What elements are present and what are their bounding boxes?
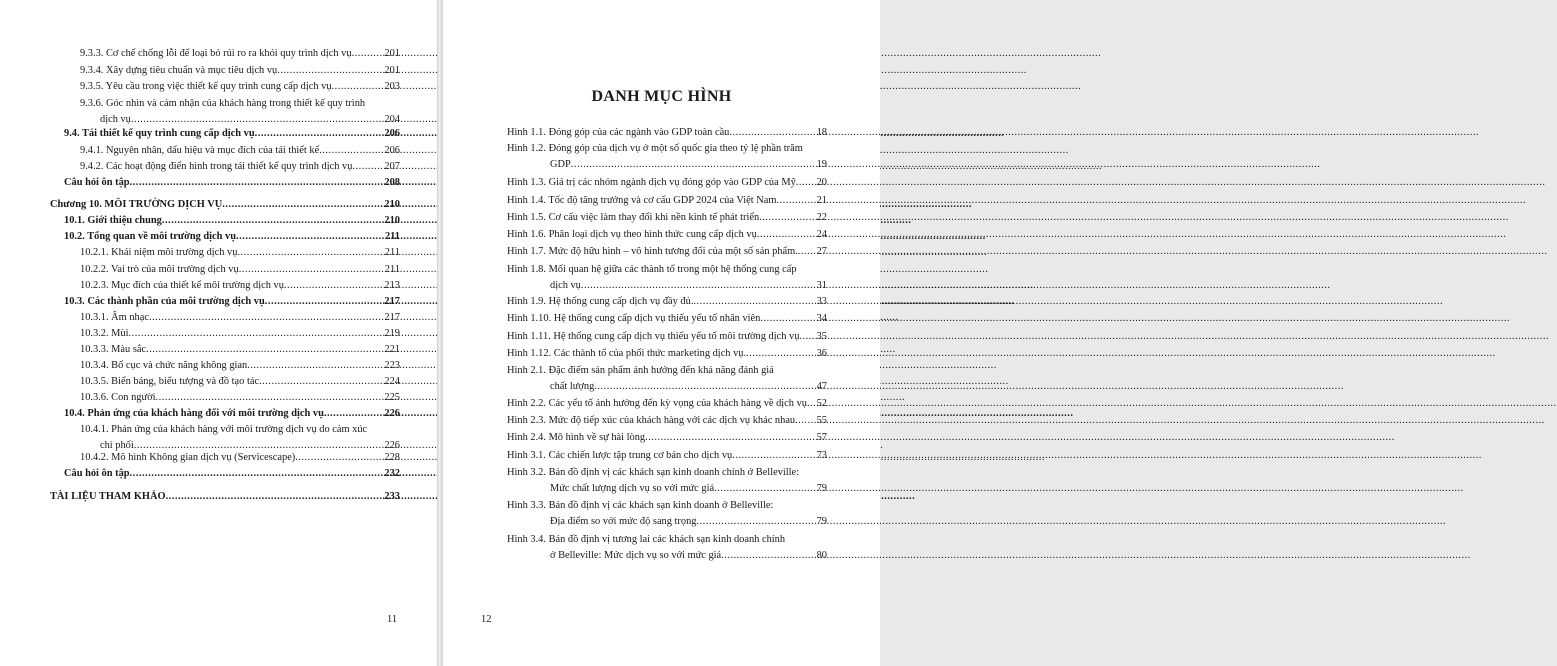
figure-entry-page: 34 [816,313,827,324]
toc-entry-text: Chương 10. MÔI TRƯỜNG DỊCH VỤ [50,199,223,210]
toc-entry-page: 203 [384,81,400,92]
toc-entry-text: 10.4.1. Phản ứng của khách hàng với môi trường dịch vụ do cảm xúc [80,424,368,435]
figure-entry-page: 22 [816,212,827,223]
toc-entry[interactable] [80,359,400,372]
toc-entry[interactable] [80,423,400,452]
figure-entry[interactable] [507,245,827,258]
toc-entry-page: 201 [384,48,400,59]
figure-entry[interactable] [507,347,827,360]
toc-entry[interactable] [80,97,400,126]
toc-entry-text: Câu hỏi ôn tập [64,177,130,188]
figure-entry[interactable] [507,431,827,444]
figure-entry-page: 35 [816,331,827,342]
toc-entry-text: 10.4. Phản ứng của khách hàng đối với môi trường dịch vụ [64,408,324,419]
toc-entry-page: 226 [384,408,400,419]
figure-entry[interactable] [507,330,827,343]
toc-entry-page: 223 [384,360,400,371]
figure-entry-text: Hình 1.12. Các thành tố của phối thức marketing dịch vụ. [507,348,747,359]
toc-entry-text: 10.2. Tổng quan về môi trường dịch vụ [64,231,237,242]
figure-entry[interactable] [507,142,827,171]
toc-entry[interactable] [80,144,400,157]
figure-entry-page: 18 [816,127,827,138]
figure-entry-page: 27 [816,246,827,257]
figure-entry[interactable] [507,211,827,224]
toc-entry-page: 225 [384,392,400,403]
toc-entry-text-continued: dịch vụ [100,114,131,125]
toc-entry-text: 10.2.2. Vai trò của môi trường dịch vụ [80,264,239,275]
toc-entry[interactable] [64,467,400,480]
figure-entry-page: 47 [816,381,827,392]
toc-entry[interactable] [80,160,400,173]
figure-entry-page: 80 [816,550,827,561]
toc-entry-text: 10.3. Các thành phần của môi trường dịch vụ [64,296,265,307]
toc-entry-text: 10.3.3. Màu sắc [80,344,147,355]
toc-entry[interactable] [80,80,400,93]
toc-entry[interactable] [80,311,400,324]
figure-entry-text-continued: Địa điểm so với mức độ sang trọng [550,516,697,527]
figure-entry-text: Hình 1.3. Giá trị các nhóm ngành dịch vụ đóng góp vào GDP của Mỹ [507,177,796,188]
toc-entry[interactable] [80,343,400,356]
toc-entry-text: 10.3.2. Mùi [80,328,129,339]
toc-entry-text: 10.2.3. Mục đích của thiết kế môi trường dịch vụ [80,280,284,291]
toc-entry[interactable] [80,451,400,464]
figure-entry-text: Hình 2.1. Đặc điểm sản phẩm ảnh hưởng đến khả năng đánh giá [507,365,774,376]
toc-entry[interactable] [80,327,400,340]
figure-entry-page: 24 [816,229,827,240]
figure-entry-text-continued: ở Belleville: Mức dịch vụ so với mức giá [550,550,722,561]
toc-entry-text: 10.1. Giới thiệu chung [64,215,162,226]
toc-entry-text: 9.4.1. Nguyên nhân, dấu hiệu và mục đích của tái thiết kế [80,145,320,156]
figure-entry-text-continued: Mức chất lượng dịch vụ so với mức giá [550,483,715,494]
toc-entry[interactable] [64,295,400,308]
figure-entry-text: Hình 3.2. Bản đồ định vị các khách sạn kinh doanh chính ở Belleville: [507,467,800,478]
figure-entry-page: 73 [816,450,827,461]
figure-entry-page: 52 [816,398,827,409]
figure-entry[interactable] [507,126,827,139]
figure-entry-text: Hình 1.6. Phân loại dịch vụ theo hình thức cung cấp dịch vụ [507,229,757,240]
figure-entry[interactable] [507,533,827,562]
toc-entry[interactable] [50,490,400,503]
toc-entry-page: 206 [384,145,400,156]
figure-entry-page: 36 [816,348,827,359]
toc-entry[interactable] [64,407,400,420]
figure-entry-page: 20 [816,177,827,188]
toc-entry[interactable] [80,279,400,292]
figure-entry-text: Hình 3.1. Các chiến lược tập trung cơ bản cho dịch vụ [507,450,733,461]
figure-entry-page: 55 [816,415,827,426]
toc-entry-text: 9.4.2. Các hoạt động điển hình trong tái thiết kế quy trình dịch vụ [80,161,353,172]
toc-entry-page: 228 [384,452,400,463]
toc-entry-page: 210 [384,215,400,226]
toc-entry[interactable] [64,176,400,189]
toc-entry[interactable] [80,47,400,60]
figure-entry-page: 31 [816,280,827,291]
toc-entry-page: 213 [384,280,400,291]
toc-entry-page: 219 [384,328,400,339]
page-number: 11 [387,614,398,625]
toc-entry-page: 210 [384,199,400,210]
list-of-figures-title: DANH MỤC HÌNH [591,88,732,105]
figure-entry-text: Hình 1.5. Cơ cấu việc làm thay đổi khi nền kinh tế phát triển [507,212,760,223]
toc-entry-page: 217 [384,296,400,307]
figure-entry-text: Hình 3.3. Bản đồ định vị các khách sạn kinh doanh ở Belleville: [507,500,774,511]
figure-entry[interactable] [507,194,827,207]
figure-entry[interactable] [507,499,827,528]
toc-entry-page: 217 [384,312,400,323]
toc-entry[interactable] [80,391,400,404]
toc-entry-text: 9.4. Tái thiết kế quy trình cung cấp dịch vụ [64,128,255,139]
figure-entry-page: 79 [816,483,827,494]
figure-entry[interactable] [507,364,827,393]
figure-entry-text: Hình 1.8. Mối quan hệ giữa các thành tố trong một hệ thống cung cấp [507,264,797,275]
figure-entry-text: Hình 2.2. Các yếu tố ảnh hưởng đến kỳ vọng của khách hàng về dịch vụ [507,398,807,409]
figure-entry[interactable] [507,466,827,495]
page-number: 12 [481,614,492,625]
toc-entry[interactable] [64,230,400,243]
toc-entry-page: 211 [384,264,400,275]
toc-entry-text: 10.2.1. Khái niệm môi trường dịch vụ [80,247,238,258]
figure-entry-text: Hình 1.10. Hệ thống cung cấp dịch vụ thiếu yếu tố nhân viên [507,313,761,324]
figure-entry-text: Hình 1.1. Đóng góp của các ngành vào GDP toàn cầu [507,127,730,138]
toc-entry-page: 201 [384,65,400,76]
toc-entry-text-continued: chi phối [100,440,134,451]
figure-entry-text-continued: chất lượng [550,381,595,392]
toc-entry[interactable] [80,263,400,276]
figure-entry-text: Hình 2.3. Mức độ tiếp xúc của khách hàng với các dịch vụ khác nhau [507,415,796,426]
figure-entry-text: Hình 1.7. Mức độ hữu hình – vô hình tương đối của một số sản phẩm. [507,246,798,257]
figure-entry[interactable] [507,397,827,410]
toc-entry[interactable] [64,214,400,227]
toc-entry-text: Câu hỏi ôn tập [64,468,130,479]
toc-entry[interactable] [50,198,400,211]
toc-entry-page: 211 [384,247,400,258]
toc-entry-text: 10.3.5. Biển báng, biểu tượng và đồ tạo tác [80,376,260,387]
toc-entry-text: TÀI LIỆU THAM KHẢO [50,491,166,502]
toc-entry-text: 9.3.3. Cơ chế chống lỗi để loại bỏ rủi ro ra khỏi quy trình dịch vụ [80,48,352,59]
toc-entry-page: 232 [384,468,400,479]
figure-entry-text: Hình 2.4. Mô hình về sự hài lòng [507,432,646,443]
toc-entry-page: 208 [384,177,400,188]
figure-entry-text-continued: dịch vụ [550,280,581,291]
right-page [443,0,880,666]
toc-entry-text: 10.4.2. Mô hình Không gian dịch vụ (Servicescape) [80,452,296,463]
figure-entry-page: 21 [816,195,827,206]
toc-entry-page: 204 [384,114,400,125]
toc-entry[interactable] [80,64,400,77]
toc-entry-text: 10.3.4. Bố cục và chức năng không gian [80,360,248,371]
toc-entry-page: 211 [384,231,400,242]
figure-entry-page: 33 [816,296,827,307]
toc-entry[interactable] [64,127,400,140]
toc-entry-text: 10.3.6. Con người [80,392,156,403]
figure-entry-text: Hình 1.9. Hệ thống cung cấp dịch vụ đầy đủ. [507,296,694,307]
figure-entry-text: Hình 1.4. Tốc độ tăng trưởng và cơ cấu GDP 2024 của Việt Nam [507,195,777,206]
figure-entry[interactable] [507,449,827,462]
figure-entry-text: Hình 3.4. Bản đồ định vị tương lai các khách sạn kinh doanh chính [507,534,786,545]
toc-entry-text: 9.3.4. Xây dựng tiêu chuẩn và mục tiêu dịch vụ [80,65,278,76]
figure-entry[interactable] [507,228,827,241]
toc-entry-page: 221 [384,344,400,355]
toc-entry-page: 224 [384,376,400,387]
toc-entry-text: 9.3.6. Góc nhìn và cảm nhận của khách hàng trong thiết kế quy trình [80,98,366,109]
toc-entry-text: 10.3.1. Âm nhạc [80,312,149,323]
toc-entry-page: 206 [384,128,400,139]
left-page [0,0,437,666]
figure-entry[interactable] [507,176,827,189]
figure-entry-text-continued: GDP [550,159,571,170]
figure-entry-text: Hình 1.2. Đóng góp của dịch vụ ở một số quốc gia theo tỷ lệ phần trăm [507,143,803,154]
figure-entry-page: 79 [816,516,827,527]
toc-entry-page: 233 [384,491,400,502]
toc-entry[interactable] [80,246,400,259]
figure-entry-text: Hình 1.11. Hệ thống cung cấp dịch vụ thiếu yếu tố môi trường dịch vụ [507,331,800,342]
figure-entry[interactable] [507,414,827,427]
toc-entry-page: 226 [384,440,400,451]
figure-entry[interactable] [507,295,827,308]
toc-entry[interactable] [80,375,400,388]
figure-entry[interactable] [507,263,827,292]
toc-entry-page: 207 [384,161,400,172]
figure-entry-page: 57 [816,432,827,443]
figure-entry-page: 19 [816,159,827,170]
figure-entry[interactable] [507,312,827,325]
toc-entry-text: 9.3.5. Yêu cầu trong việc thiết kế quy trình cung cấp dịch vụ [80,81,332,92]
